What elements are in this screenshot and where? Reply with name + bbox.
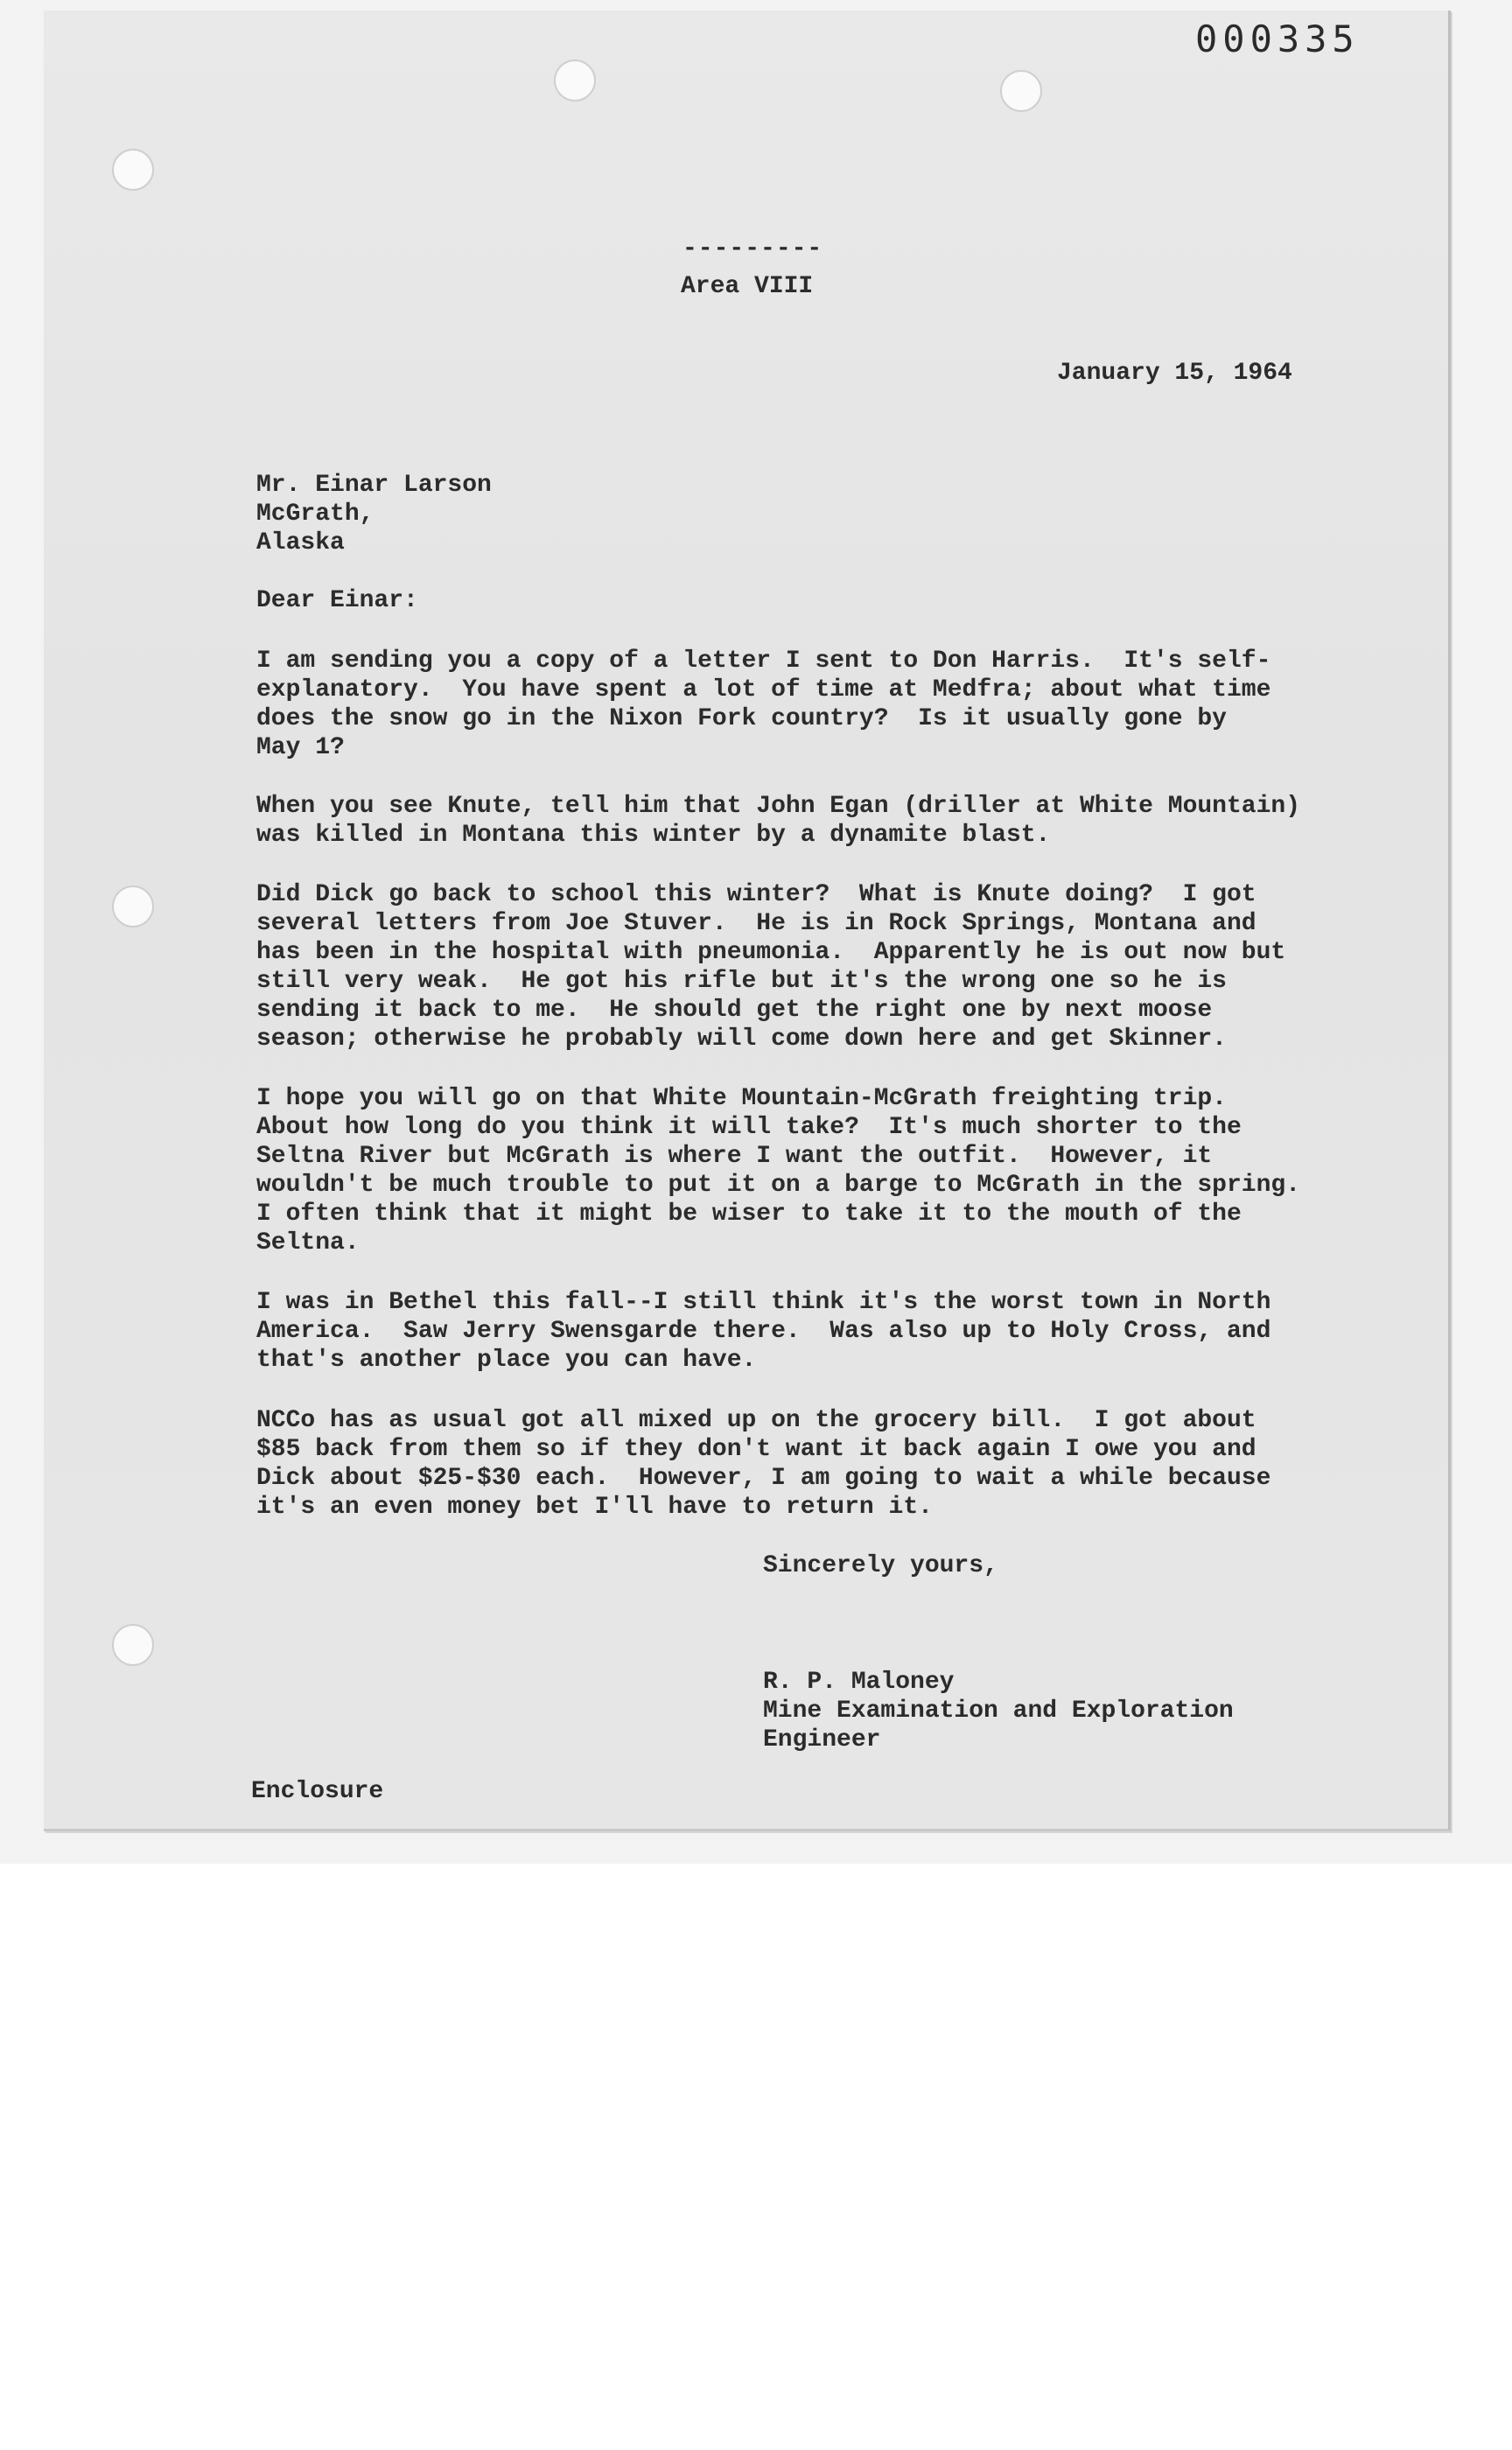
- salutation: Dear Einar:: [256, 587, 418, 614]
- signer-name: R. P. Maloney: [763, 1669, 955, 1696]
- signer-title-line-1: Mine Examination and Exploration: [763, 1698, 1234, 1725]
- paragraph-5: I was in Bethel this fall--I still think it's the worst town in North America. Saw Jerry Swensgarde there. Was also up to Holy Cross, and that's another place you can have.: [256, 1289, 1271, 1374]
- closing: Sincerely yours,: [763, 1552, 998, 1579]
- signature-block: [763, 1668, 1234, 1754]
- punch-hole-top-right: [1000, 70, 1042, 112]
- area-heading: Area VIII: [681, 273, 814, 300]
- punch-hole-side-2: [112, 886, 154, 928]
- letter-date: January 15, 1964: [1057, 360, 1292, 387]
- header-dashes: ---------: [682, 235, 823, 262]
- paragraph-4: I hope you will go on that White Mountain-McGrath freighting trip. About how long do you think it will take? It's much shorter to the Seltna River but McGrath is where I want the outfit. However, it wouldn't be much trouble to put it on a barge to McGrath in the spring. I often think that it might be wiser to take it to the mouth of the Seltna.: [256, 1085, 1300, 1256]
- signer-title-line-2: Engineer: [763, 1726, 881, 1754]
- punch-hole-side-1: [112, 149, 154, 191]
- paragraph-3: Did Dick go back to school this winter? What is Knute doing? I got several letters from Joe Stuver. He is in Rock Springs, Montana and has been in the hospital with pneumonia. Apparently he is out now but still very weak. He got his rifle but it's the wrong one so he is sending it back to me. He should get the right one by next moose season; otherwise he probably will come down here and get Skinner.: [256, 881, 1286, 1053]
- paragraph-6: NCCo has as usual got all mixed up on the grocery bill. I got about $85 back from them so if they don't want it back again I owe you and Dick about $25-$30 each. However, I am going to wait a while because it's an even money bet I'll have to return it.: [256, 1407, 1271, 1521]
- paragraph-2: When you see Knute, tell him that John Egan (driller at White Mountain) was killed in Montana this winter by a dynamite blast.: [256, 793, 1300, 849]
- recipient-address: [256, 471, 492, 557]
- paragraph-1: I am sending you a copy of a letter I sent to Don Harris. It's self- explanatory. You have spent a lot of time at Medfra; about what time does the snow go in the Nixon Fork country? Is it usually gone by May 1?: [256, 648, 1271, 761]
- page-number: 000335: [1195, 18, 1360, 60]
- enclosure-note: Enclosure: [251, 1778, 384, 1805]
- punch-hole-top-left: [554, 60, 596, 102]
- recipient-city: McGrath,: [256, 500, 374, 528]
- recipient-name: Mr. Einar Larson: [256, 472, 492, 499]
- recipient-state: Alaska: [256, 529, 345, 556]
- punch-hole-side-3: [112, 1624, 154, 1666]
